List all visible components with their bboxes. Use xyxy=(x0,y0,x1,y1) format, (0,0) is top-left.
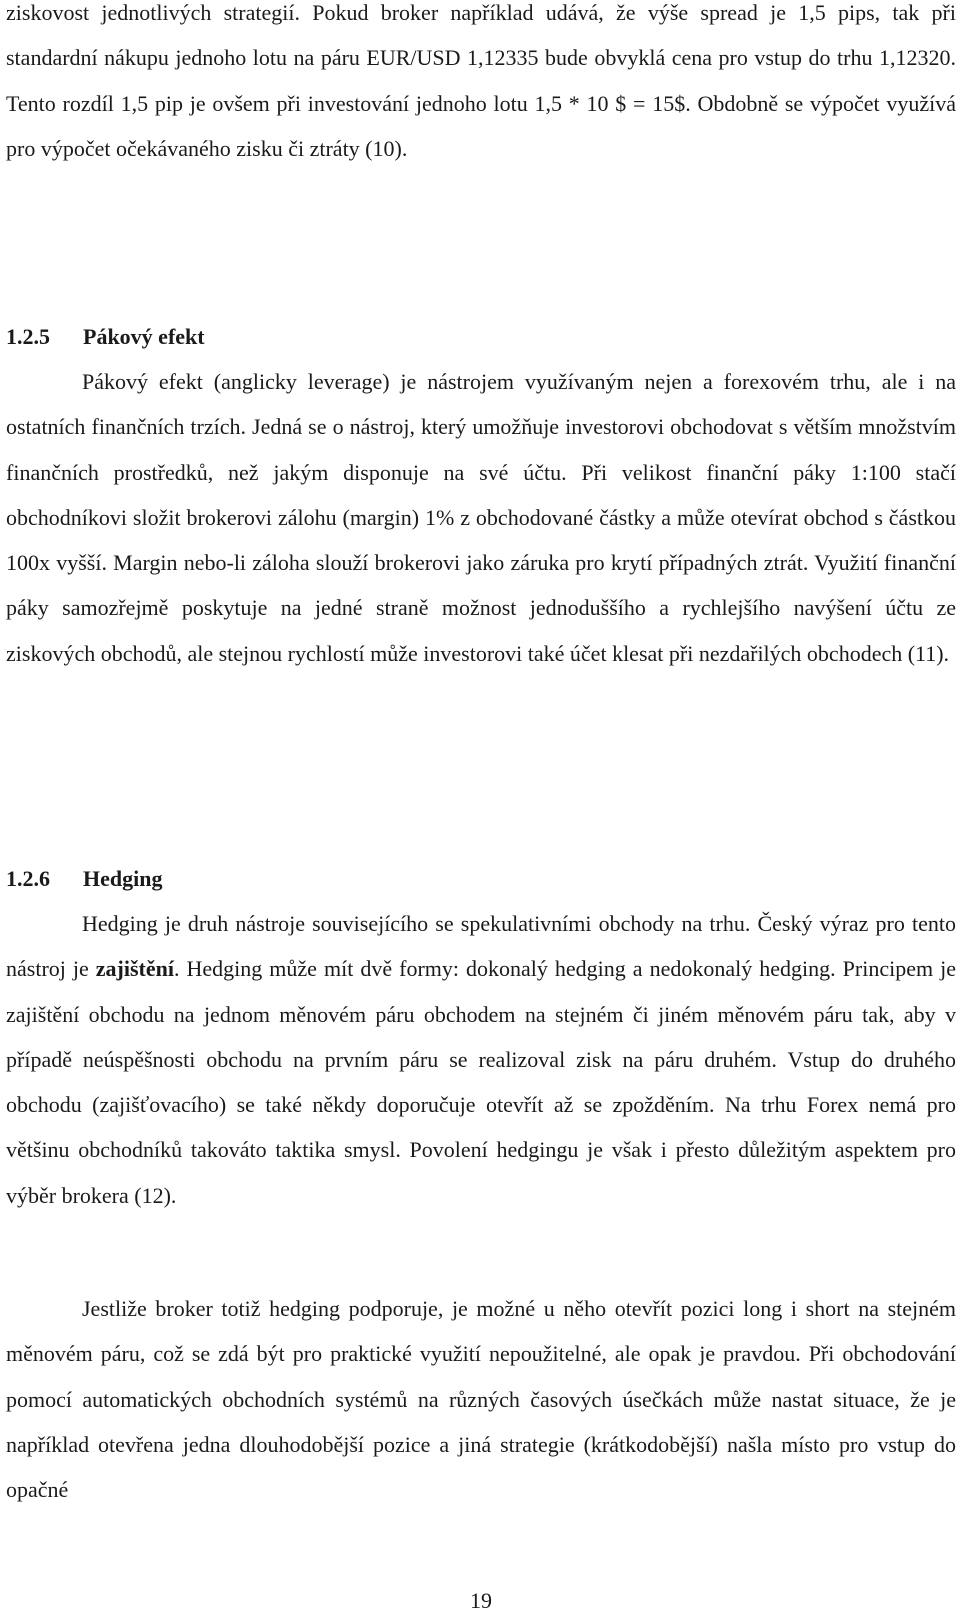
intro-paragraph: ziskovost jednotlivých strategií. Pokud broker například udává, že výše spread je 1,5 pips, tak při standardní nákupu jednoho lotu na páru EUR/USD 1,12335 bude obvyklá cena pro vstup do trhu 1,12320. Tento rozdíl 1,5 pip je ovšem při investování jednoho lotu 1,5 * 10 $ = 15$. Obdobně se výpočet využívá pro výpočet očekávaného zisku či ztráty (10). xyxy=(6,0,956,161)
hedging-paragraph xyxy=(6,901,956,1218)
section-title: Pákový efekt xyxy=(83,324,205,349)
section-number: 1.2.6 xyxy=(6,866,50,891)
section-title: Hedging xyxy=(83,866,163,891)
bold-term: zajištění xyxy=(95,956,174,982)
document-page xyxy=(6,0,956,1613)
section-heading-hedging xyxy=(6,856,956,901)
leverage-paragraph: Pákový efekt (anglicky leverage) je nástrojem využívaným nejen a forexovém trhu, ale i na ostatních finančních trzích. Jedná se o nástroj, který umožňuje investorovi obchodovat s větším množstvím finančních prostředků, než jakým disponuje na své účtu. Při velikost finanční páky 1:100 stačí obchodníkovi složit brokerovi zálohu (margin) 1% z obchodované částky a může otevírat obchod s částkou 100x vyšší. Margin nebo-li záloha slouží brokerovi jako záruka pro krytí případných ztrát. Využití finanční páky samozřejmě poskytuje na jedné straně možnost jednoduššího a rychlejšího navýšení účtu ze ziskových obchodů, ale stejnou rychlostí může investorovi také účet klesat při nezdařilých obchodech (11). xyxy=(6,369,956,666)
hedging-text-before: Hedging je druh nástroje souvisejícího se spekulativními obchody na trhu. Český výraz pro tento nástroj je xyxy=(6,911,956,982)
section-heading-leverage xyxy=(6,314,956,359)
section-number: 1.2.5 xyxy=(6,324,50,349)
page-number: 19 xyxy=(470,1588,492,1613)
hedging-text-after: . Hedging může mít dvě formy: dokonalý hedging a nedokonalý hedging. Principem je zajištění obchodu na jednom měnovém páru obchodem na stejném či jiném měnovém páru tak, aby v případě neúspěšnosti obchodu na prvním páru se realizoval zisk na páru druhém. Vstup do druhého obchodu (zajišťovacího) se také někdy doporučuje otevřít až se zpožděním. Na trhu Forex nemá pro většinu obchodníků takováto taktika smysl. Povolení hedgingu je však i přesto důležitým aspektem pro výběr brokera (12). xyxy=(6,956,956,1208)
hedging-paragraph-2: Jestliže broker totiž hedging podporuje, je možné u něho otevřít pozici long i short na stejném měnovém páru, což se zdá být pro praktické využití nepoužitelné, ale opak je pravdou. Při obchodování pomocí automatických obchodních systémů na různých časových úsečkách může nastat situace, že je například otevřena jedna dlouhodobější pozice a jiná strategie (krátkodobější) našla místo pro vstup do opačné xyxy=(6,1296,956,1503)
